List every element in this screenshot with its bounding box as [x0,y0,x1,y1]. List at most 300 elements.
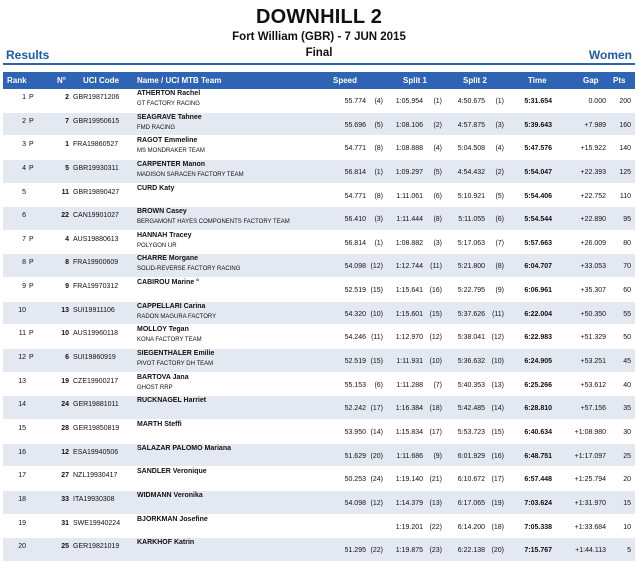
cell-team: PIVOT FACTORY DH TEAM [137,361,214,368]
cell-team: GT FACTORY RACING [137,101,200,107]
cell-speed: 51.295 [344,547,366,555]
cell-name: SANDLER Veronique [137,468,207,476]
cell-split2-rank: (11) [492,310,504,318]
cell-time: 6:22.983 [524,334,552,342]
cell-pts: 45 [623,358,631,366]
cell-rank: 18 [18,495,26,503]
cell-no: 8 [65,259,69,267]
cell-time: 5:47.576 [524,145,552,153]
cell-gap: +1:17.097 [574,452,606,460]
cell-rank: 12 [18,354,26,362]
cell-split1: 1:08.106 [395,121,423,129]
cell-speed: 54.098 [344,499,366,507]
cell-gap: +1:25.794 [574,476,606,484]
cell-name: BROWN Casey [137,208,187,216]
col-split1: Split 1 [403,76,428,85]
cell-split2: 5:21.800 [457,263,485,271]
cell-team: FMD RACING [137,124,175,131]
cell-pts: 5 [627,547,631,555]
cell-gap: +53.612 [580,381,606,389]
cell-speed-rank: (5) [374,121,383,129]
cell-split2-rank: (6) [495,216,504,224]
cell-rank: 15 [18,424,26,432]
cell-speed: 53.950 [344,428,366,436]
cell-split2-rank: (19) [491,499,504,507]
cell-split2-rank: (12) [491,334,504,342]
cell-uci: GBR19950615 [73,117,120,125]
cell-no: 6 [65,354,69,362]
cell-speed-rank: (3) [374,216,383,224]
cell-time: 6:57.448 [524,476,552,484]
cell-gap: +1:31.970 [574,499,606,507]
table-row [3,113,635,137]
cell-rank: 1 [22,94,26,101]
cell-p: P [29,283,34,291]
cell-uci: FRA19860527 [73,141,119,149]
cell-pts: 110 [619,192,631,200]
category-label: Women [588,48,632,62]
cell-split1-rank: (13) [429,499,442,507]
cell-split2: 6:22.138 [457,547,485,555]
cell-pts: 160 [619,121,631,129]
cell-split2: 4:50.675 [457,98,485,105]
cell-time: 6:04.707 [524,263,552,271]
cell-split2: 5:53.723 [457,428,485,436]
cell-split1: 1:08.882 [395,239,423,247]
table-row [3,254,635,278]
cell-rank: 7 [22,235,26,243]
cell-p: P [29,141,34,149]
cell-split1-rank: (1) [433,98,442,105]
cell-time: 5:54.047 [524,168,552,176]
cell-split2-rank: (5) [495,192,504,200]
cell-split1: 1:11.931 [396,358,423,366]
cell-pts: 10 [623,523,631,531]
cell-split2: 6:10.672 [457,476,485,484]
cell-team: KONA FACTORY TEAM [137,337,202,344]
cell-speed-rank: (20) [370,452,383,460]
cell-speed: 54.246 [344,334,366,342]
table-row [3,444,635,468]
cell-split1-rank: (11) [430,263,442,271]
table-row [3,467,635,491]
cell-no: 10 [61,330,69,338]
cell-split1: 1:14.379 [395,499,423,507]
cell-no: 25 [61,543,69,551]
cell-team: RADON MAGURA FACTORY [137,313,217,320]
cell-rank: 4 [22,164,26,172]
cell-speed-rank: (24) [370,476,383,484]
cell-split1: 1:19.201 [395,523,423,531]
cell-rank: 10 [18,306,26,314]
cell-speed-rank: (8) [374,145,383,153]
cell-uci: SWE19940224 [73,519,121,527]
cell-name: HANNAH Tracey [137,231,192,239]
cell-speed: 56.814 [344,239,366,247]
cell-time: 5:39.643 [524,121,552,129]
cell-speed-rank: (1) [374,239,383,247]
cell-split1: 1:16.384 [395,405,423,413]
cell-gap: +51.329 [580,334,606,342]
cell-p: P [29,117,34,125]
cell-uci: ITA19930308 [73,495,115,503]
cell-gap: +26.009 [580,239,606,247]
cell-split1: 1:12.970 [395,334,423,342]
cell-rank: 6 [22,212,26,220]
cell-speed: 56.410 [344,216,366,224]
cell-split2: 5:38.041 [457,334,485,342]
cell-speed: 54.771 [344,192,366,200]
cell-speed: 50.253 [344,476,366,484]
cell-split2: 5:40.353 [457,381,485,389]
cell-name: CURD Katy [137,184,175,192]
cell-name: RUCKNAGEL Harriet [137,397,207,405]
cell-team: MADISON SARACEN FACTORY TEAM [137,171,244,178]
cell-split2-rank: (4) [495,145,504,153]
cell-pts: 40 [623,381,631,389]
cell-gap: 0.000 [588,98,606,105]
cell-time: 6:28.810 [524,405,552,413]
cell-name: BJORKMAN Josefine [137,515,208,523]
cell-split1-rank: (16) [429,287,442,295]
cell-speed: 54.320 [344,310,366,318]
cell-speed: 56.814 [344,168,366,176]
table-row [3,278,635,302]
cell-split1-rank: (5) [433,168,442,176]
cell-time: 7:03.624 [524,499,552,507]
cell-rank: 9 [22,283,26,291]
cell-split1-rank: (3) [433,239,442,247]
cell-gap: +22.752 [580,192,606,200]
cell-split2-rank: (8) [495,263,504,271]
cell-time: 5:57.663 [524,239,552,247]
cell-name: CAPPELLARI Carina [137,302,206,310]
table-row [3,207,635,231]
cell-split1-rank: (12) [429,334,442,342]
results-table [3,89,635,562]
cell-pts: 125 [619,168,631,176]
cell-rank: 2 [22,117,26,125]
cell-no: 7 [65,117,69,125]
cell-split1: 1:15.601 [395,310,423,318]
cell-rank: 14 [18,401,26,409]
cell-split2-rank: (13) [491,381,504,389]
cell-no: 12 [61,448,69,456]
cell-split2-rank: (20) [491,547,504,555]
cell-time: 6:48.751 [524,452,552,460]
cell-split1-rank: (7) [433,381,442,389]
cell-time: 6:06.961 [524,287,552,295]
cell-p: P [29,330,34,338]
cell-split2: 5:04.508 [457,145,485,153]
cell-split2: 5:42.485 [457,405,485,413]
cell-uci: AUS19880613 [73,235,119,243]
cell-no: 13 [61,306,69,314]
cell-no: 22 [61,212,69,220]
cell-split2: 6:01.929 [457,452,485,460]
cell-split1-rank: (9) [433,452,442,460]
round-label: Final [305,47,333,59]
cell-uci: GBR19930311 [73,164,119,172]
cell-pts: 30 [623,428,631,436]
cell-no: 24 [61,401,69,409]
table-row [3,184,635,208]
cell-split1-rank: (22) [429,523,442,531]
cell-split2: 5:11.055 [458,216,485,224]
col-pts: Pts [613,76,626,85]
cell-gap: +1:08.980 [574,428,606,436]
cell-speed-rank: (17) [370,405,383,413]
cell-name: SALAZAR PALOMO Mariana [137,444,231,452]
table-row [3,136,635,160]
cell-pts: 60 [623,287,631,295]
cell-uci: CAN19901027 [73,212,119,220]
cell-speed-rank: (8) [374,192,383,200]
cell-split2-rank: (14) [491,405,504,413]
cell-split1: 1:19.875 [395,547,423,555]
cell-split1: 1:05.954 [395,98,423,105]
cell-speed: 55.774 [344,98,366,105]
cell-p: P [29,164,34,172]
cell-split2: 5:10.921 [457,192,485,200]
cell-time: 6:22.004 [524,310,552,318]
header-divider [3,63,635,65]
cell-name: MOLLOY Tegan [137,326,189,334]
cell-team: POLYGON UR [137,242,177,249]
table-row [3,396,635,420]
cell-speed: 54.771 [344,145,366,153]
col-no: N° [57,76,66,85]
cell-rank: 8 [22,259,26,267]
cell-speed: 54.098 [344,263,366,271]
cell-name: SIEGENTHALER Emilie [137,350,215,358]
cell-split1-rank: (18) [429,405,442,413]
cell-gap: +22.890 [580,216,606,224]
cell-speed: 52.519 [344,287,366,295]
cell-speed-rank: (10) [370,310,383,318]
cell-split1: 1:09.297 [395,168,423,176]
cell-time: 7:05.338 [524,523,552,531]
table-row [3,325,635,349]
col-uci: UCI Code [83,76,119,85]
cell-team: SOLID-REVERSE FACTORY RACING [137,266,241,273]
results-label: Results [6,48,50,62]
cell-split2-rank: (2) [495,168,504,176]
cell-speed: 51.629 [344,452,366,460]
page-title: DOWNHILL 2 [255,6,383,28]
cell-pts: 15 [623,499,631,507]
cell-pts: 20 [623,476,631,484]
cell-split1: 1:11.061 [396,192,423,200]
cell-gap: +33.053 [580,263,606,271]
cell-gap: +7.989 [584,121,606,129]
cell-split2-rank: (16) [491,452,504,460]
cell-split2-rank: (15) [491,428,504,436]
cell-no: 2 [65,94,69,101]
cell-split1-rank: (10) [429,358,442,366]
cell-pts: 25 [623,452,631,460]
cell-gap: +57.156 [580,405,606,413]
cell-time: 6:24.905 [524,358,552,366]
cell-speed-rank: (1) [374,168,383,176]
cell-no: 19 [61,377,69,385]
table-row [3,349,635,373]
col-split2: Split 2 [463,76,488,85]
cell-rank: 13 [18,377,26,385]
cell-uci: ESA19940506 [73,448,119,456]
table-row [3,373,635,397]
cell-name: CHARRE Morgane [137,255,199,263]
cell-uci: GER19850819 [73,424,120,432]
cell-speed-rank: (12) [370,263,383,271]
cell-split1: 1:08.888 [395,145,423,153]
cell-speed-rank: (22) [370,547,383,555]
cell-name: BARTOVA Jana [137,373,189,381]
cell-split2: 5:22.795 [457,287,485,295]
cell-rank: 3 [22,141,26,149]
table-row [3,538,635,562]
cell-split2: 4:54.432 [457,168,485,176]
cell-time: 5:54.406 [524,192,552,200]
cell-uci: SUI19860919 [73,354,116,362]
col-gap: Gap [583,76,599,85]
cell-gap: +1:33.684 [574,523,606,531]
cell-pts: 200 [619,98,631,105]
cell-uci: CZE19900217 [73,377,119,385]
cell-speed: 52.519 [344,358,366,366]
cell-gap: +22.393 [580,168,606,176]
col-speed: Speed [333,76,358,85]
cell-speed: 55.153 [344,381,366,389]
cell-p: P [29,94,34,101]
cell-rank: 11 [18,330,26,338]
cell-speed-rank: (15) [370,287,383,295]
cell-uci: GER19881011 [73,401,119,409]
table-row [3,420,635,444]
cell-pts: 80 [623,239,631,247]
cell-name: SEAGRAVE Tahnee [137,113,202,121]
table-row [3,491,635,515]
cell-name: ATHERTON Rachel [137,90,201,97]
cell-split1: 1:19.140 [395,476,423,484]
cell-speed-rank: (4) [374,98,383,105]
cell-no: 31 [61,519,69,527]
cell-split1-rank: (4) [433,145,442,153]
cell-uci: AUS19960118 [73,330,119,338]
table-header [3,72,635,89]
cell-speed-rank: (6) [374,381,383,389]
cell-time: 5:31.654 [524,98,552,105]
cell-no: 1 [65,141,69,149]
cell-rank: 5 [22,188,26,196]
cell-no: 27 [61,472,69,480]
cell-p: P [29,259,34,267]
cell-p: P [29,354,34,362]
cell-name: CARPENTER Manon [137,160,206,168]
cell-time: 6:25.266 [524,381,552,389]
cell-speed-rank: (14) [370,428,383,436]
cell-speed-rank: (11) [371,334,383,342]
table-row [3,231,635,255]
cell-split1: 1:11.686 [396,452,423,460]
cell-no: 4 [65,235,69,243]
cell-name: KARKHOF Katrin [137,539,195,547]
cell-name: MARTH Steffi [137,420,182,428]
cell-split1-rank: (8) [433,216,442,224]
cell-rank: 17 [18,472,26,480]
cell-split1-rank: (23) [429,547,442,555]
cell-name: RAGOT Emmeline [137,137,198,145]
cell-uci: NZL19930417 [73,472,118,480]
cell-split1-rank: (15) [429,310,442,318]
col-rank: Rank [7,76,27,85]
cell-split1-rank: (2) [433,121,442,129]
cell-time: 6:40.634 [524,428,552,436]
cell-speed: 52.242 [344,405,366,413]
cell-rank: 16 [18,448,26,456]
cell-split1: 1:15.834 [395,428,423,436]
cell-uci: GBR19871206 [73,94,120,101]
cell-rank: 20 [18,543,26,551]
cell-split2: 5:17.063 [457,239,485,247]
cell-team: GHOST RRP [137,384,173,391]
cell-split2: 5:36.632 [457,358,485,366]
cell-name: CABIROU Marine ° [137,279,199,287]
cell-uci: SUI19911106 [73,306,115,314]
table-row [3,515,635,539]
cell-uci: GBR19890427 [73,188,120,196]
table-row [3,302,635,326]
cell-no: 28 [61,424,69,432]
cell-split2-rank: (7) [495,239,504,247]
cell-no: 5 [65,164,69,172]
cell-pts: 50 [623,334,631,342]
cell-pts: 55 [623,310,631,318]
cell-rank: 19 [18,519,26,527]
cell-split1: 1:11.288 [396,381,423,389]
cell-split2-rank: (10) [491,358,504,366]
cell-gap: +1:44.113 [575,547,606,555]
cell-p: P [29,235,34,243]
cell-split2-rank: (17) [491,476,504,484]
cell-speed-rank: (12) [370,499,383,507]
cell-pts: 140 [619,145,631,153]
cell-split1: 1:12.744 [395,263,423,271]
col-time: Time [528,76,547,85]
cell-split2: 6:14.200 [457,523,485,531]
cell-gap: +15.922 [580,145,606,153]
table-row [3,89,635,113]
cell-uci: FRA19970312 [73,283,119,291]
cell-pts: 35 [623,405,631,413]
cell-team: BERGAMONT HAYES COMPONENTS FACTORY TEAM [137,219,290,226]
cell-gap: +50.350 [580,310,606,318]
cell-pts: 95 [623,216,631,224]
cell-split2-rank: (1) [495,98,504,105]
cell-split1-rank: (6) [433,192,442,200]
cell-gap: +35.307 [580,287,606,295]
cell-split1-rank: (21) [429,476,442,484]
table-row [3,160,635,184]
col-name: Name / UCI MTB Team [137,76,222,85]
cell-split2: 6:17.065 [457,499,485,507]
cell-speed: 55.696 [344,121,366,129]
cell-pts: 70 [623,263,631,271]
cell-no: 33 [61,495,69,503]
cell-split1: 1:15.641 [395,287,423,295]
cell-split1: 1:11.444 [396,216,423,224]
cell-uci: FRA19900609 [73,259,119,267]
